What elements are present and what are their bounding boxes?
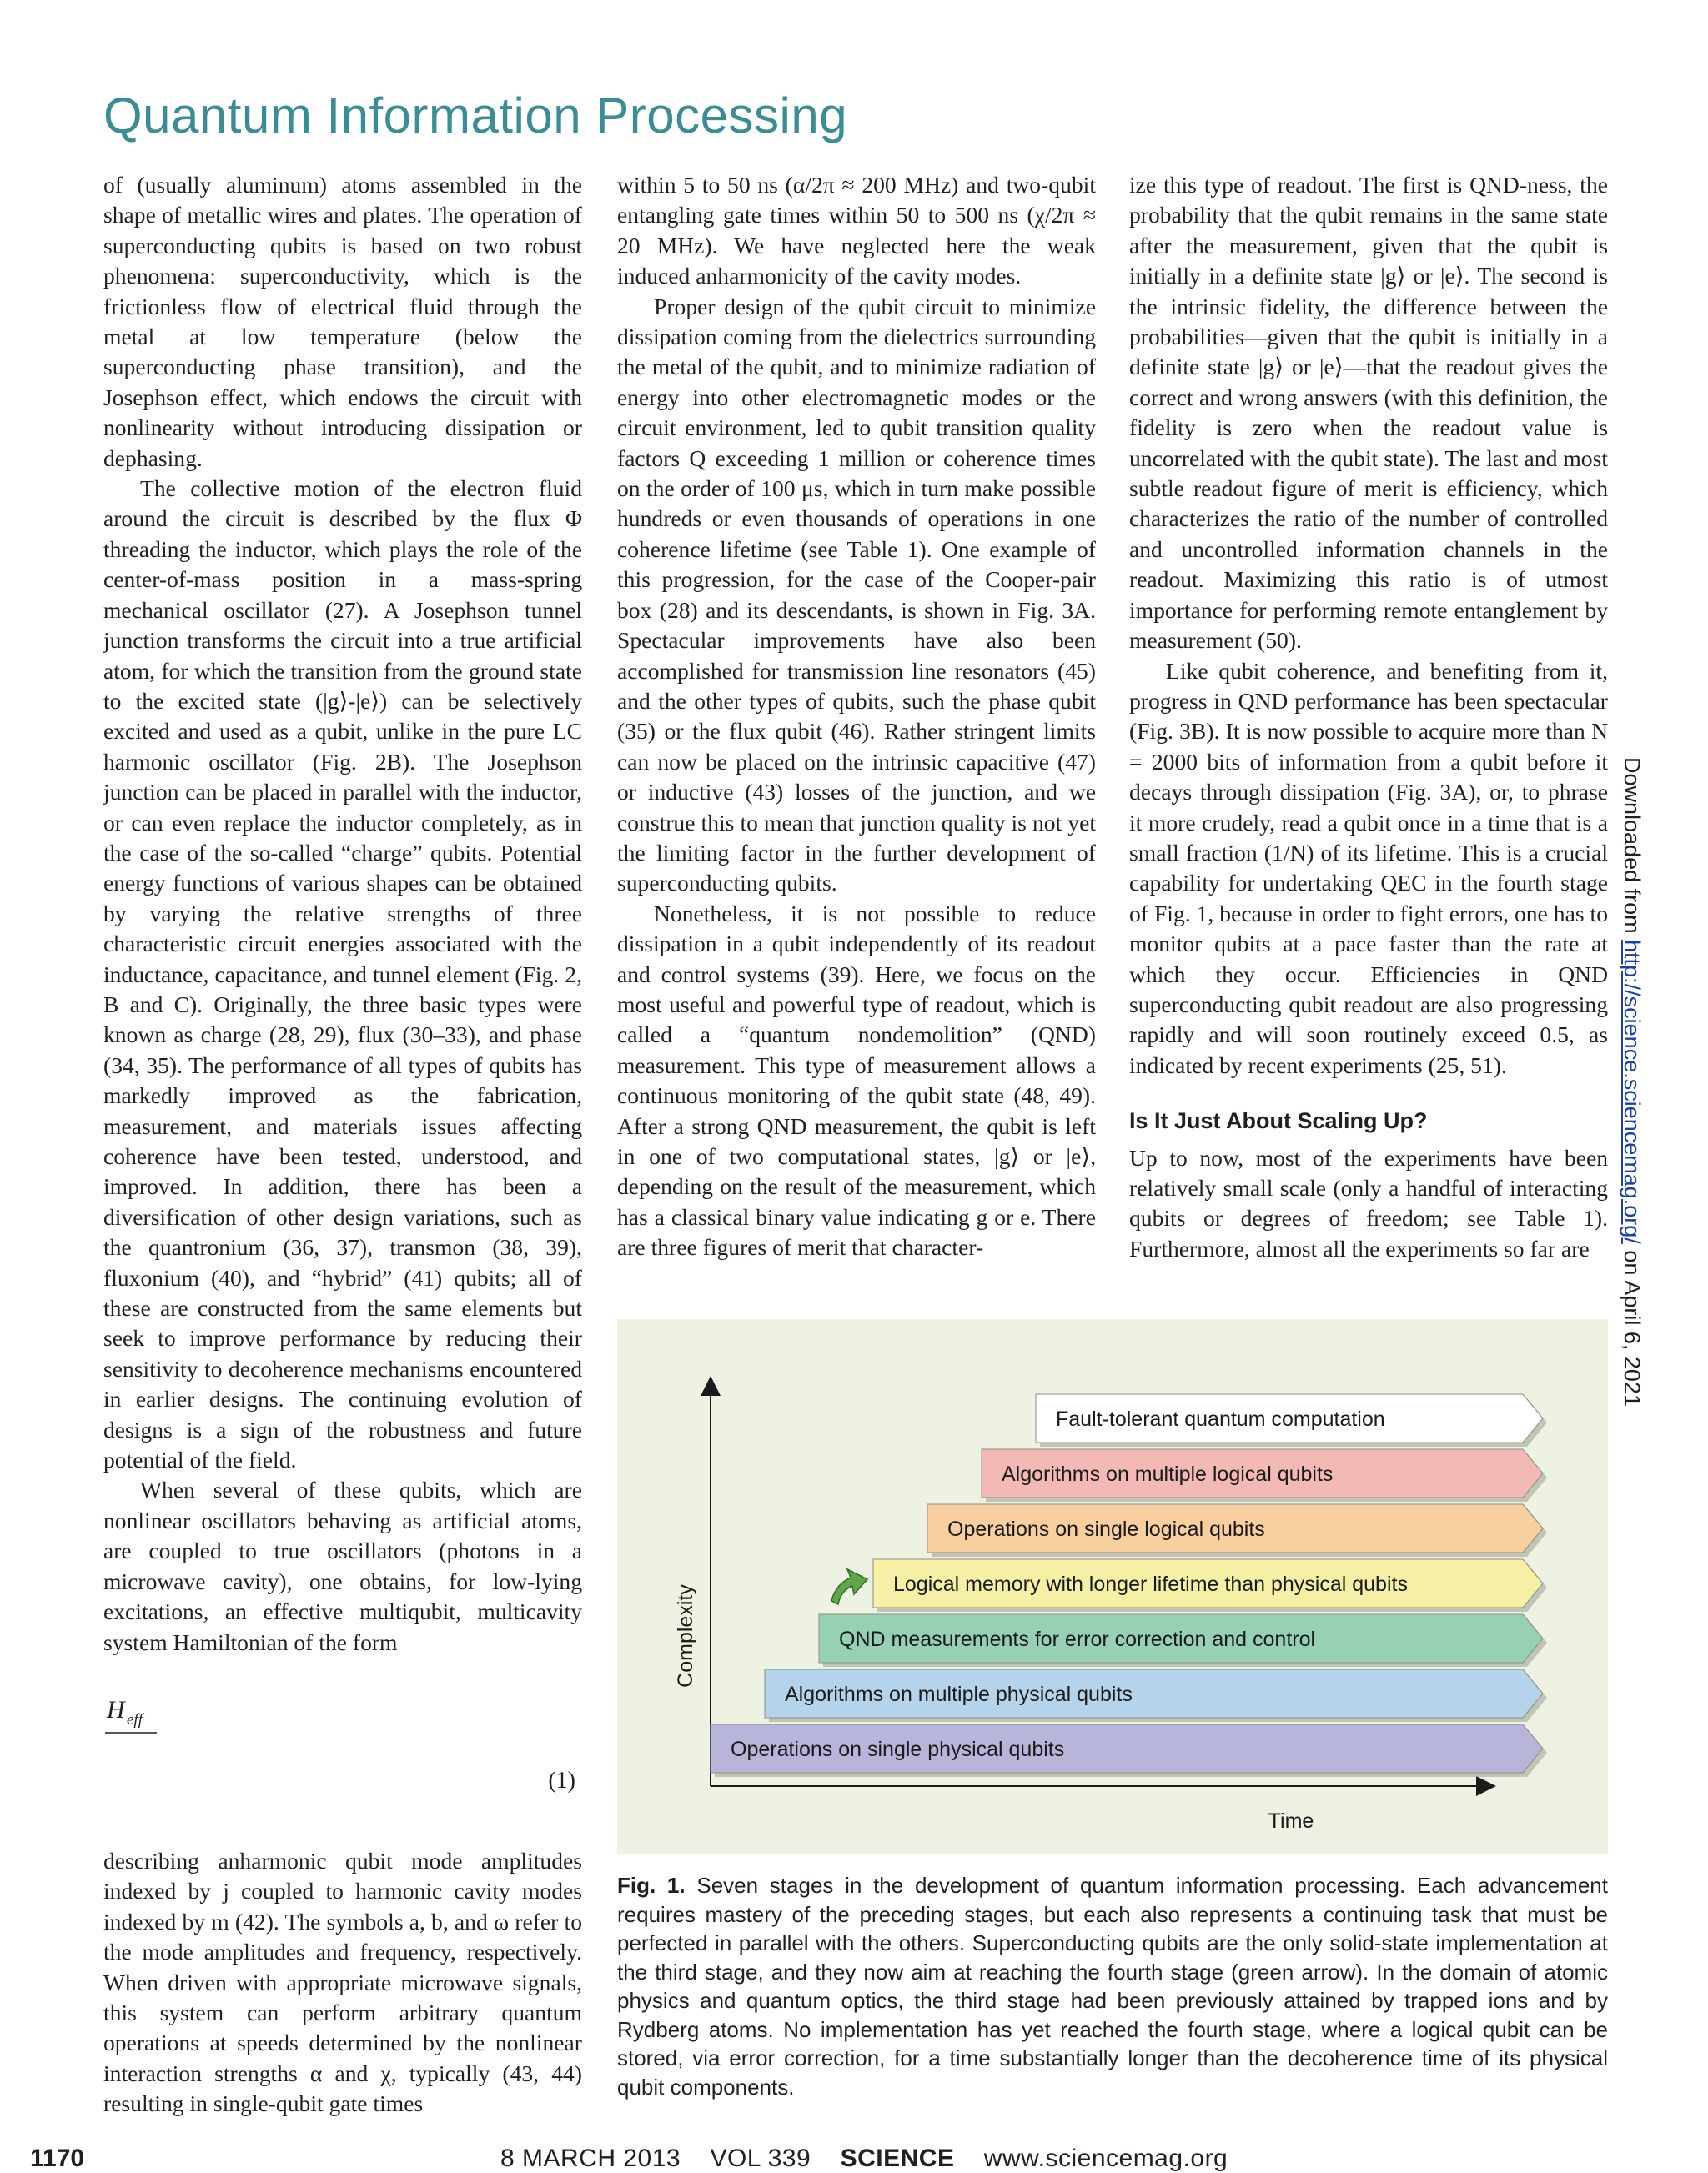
green-arrow-icon	[831, 1569, 867, 1604]
text-column-1	[103, 170, 582, 2120]
stage-label: Algorithms on multiple physical qubits	[785, 1683, 1133, 1706]
paragraph: Nonetheless, it is not possible to reduce dissipation in a qubit independently of its readout and control systems (39). Here, we focus on the most useful and powerful type of readout, which is called a “quantum nondemolition” (QND) measurement. This type of measurement allows a continuous monitoring of the qubit state (48, 49). After a strong QND measurement, the qubit is left in one of two computational states, |g⟩ or |e⟩, depending on the result of the measurement, which has a classical binary value indicating g or e. There are three figures of merit that character-	[617, 900, 1096, 1261]
svg-text:eff: eff	[127, 1710, 143, 1729]
caption-label: Fig. 1.	[617, 1873, 686, 1898]
download-link[interactable]: http://science.sciencemag.org/	[1620, 940, 1645, 1244]
section-heading: Is It Just About Scaling Up?	[1129, 1108, 1428, 1134]
paragraph: of (usually aluminum) atoms assembled in the shape of metallic wires and plates. The operation of superconducting qubits is based on two robust phenomena: superconductivity, which is the frictionless flow of electrical fluid through the metal at low temperature (below the superconducting phase transition), and the Josephson effect, which endows the circuit with nonlinearity without introducing dissipation or dephasing.	[103, 172, 582, 471]
stage-7	[1036, 1394, 1547, 1447]
caption-text: Seven stages in the development of quantum information processing. Each advancement requires mastery of the preceding stages, but each also represents a continuing task that must be perfected in parallel with the others. Superconducting qubits are the only solid-state implementation at the third stage, and they now aim at reaching the fourth stage (green arrow). In the domain of atomic physics and quantum optics, the third stage had been previously attained by trapped ions and by Rydberg atoms. No implementation has yet reached the fourth stage, where a logical qubit can be stored, via error correction, for a time substantially longer than the decoherence time of its physical qubit components.	[617, 1873, 1608, 2100]
svg-text:H: H	[107, 1695, 125, 1724]
stage-label: QND measurements for error correction and control	[839, 1628, 1316, 1651]
issue-volume: VOL 339	[710, 2145, 811, 2172]
section-title: Quantum Information Processing	[103, 88, 848, 143]
y-axis-label: Complexity	[674, 1584, 697, 1688]
stage-1	[711, 1724, 1547, 1777]
hamiltonian-equation	[103, 1674, 582, 1823]
paragraph: The collective motion of the electron fluid around the circuit is described by the flux Φ threading the inductor, which plays the role of the center-of-mass position in a mass-spring mechanical oscillator (27). A Josephson tunnel junction transforms the circuit into a true artificial atom, for which the transition from the ground state to the excited state (|g⟩-|e⟩) can be selectively excited and used as a qubit, unlike in the pure LC harmonic oscillator (Fig. 2B). The Josephson junction can be placed in parallel with the inductor, or can even replace the inductor completely, as in the case of the so-called “charge” qubits. Potential energy functions of various shapes can be obtained by varying the relative strengths of three characteristic circuit energies associated with the inductance, capacitance, and tunnel element (Fig. 2, B and C). Originally, the three basic types were known as charge (28, 29), flux (30–33), and phase (34, 35). The performance of all types of qubits has markedly improved as the fabrication, measurement, and materials issues affecting coherence have been tested, understood, and improved. In addition, there has been a diversification of other design variations, such as the quantronium (36, 37), transmon (38, 39), fluxonium (40), and “hybrid” (41) qubits; all of these are constructed from the same elements but seek to improve performance by reducing their sensitivity to decoherence mechanisms encountered in earlier designs. The continuing evolution of designs is a sign of the robustness and future potential of the field.	[103, 475, 582, 1473]
download-prefix: Downloaded from	[1620, 757, 1645, 941]
issue-date: 8 MARCH 2013	[500, 2145, 681, 2172]
stage-5	[927, 1504, 1547, 1557]
journal-name: SCIENCE	[840, 2145, 955, 2172]
stage-label: Fault-tolerant quantum computation	[1056, 1408, 1385, 1431]
stage-4	[873, 1559, 1547, 1612]
stages-diagram	[617, 1319, 1608, 1854]
stage-label: Logical memory with longer lifetime than physical qubits	[893, 1573, 1408, 1596]
stage-2	[765, 1669, 1547, 1722]
paragraph: describing anharmonic qubit mode amplitudes indexed by j coupled to harmonic cavity modes indexed by m (42). The symbols a, b, and ω refer to the mode amplitudes and frequency, respectively. When driven with appropriate microwave signals, this system can perform arbitrary quantum operations at speeds determined by the nonlinear interaction strengths α and χ, typically (43, 44) resulting in single-qubit gate times	[103, 1847, 582, 2117]
journal-website: www.sciencemag.org	[983, 2145, 1228, 2172]
stage-6	[982, 1449, 1547, 1502]
stage-group	[711, 1394, 1547, 1777]
x-axis-label: Time	[1268, 1809, 1314, 1833]
page-number: 1170	[30, 2145, 85, 2172]
issue-line	[500, 2145, 1228, 2173]
text-column-3	[1129, 170, 1608, 1264]
stage-3	[819, 1614, 1547, 1667]
stage-label: Algorithms on multiple logical qubits	[1002, 1463, 1334, 1486]
text-column-2	[617, 170, 1096, 1263]
equation-number: (1)	[548, 1767, 575, 1794]
download-suffix: on April 6, 2021	[1620, 1243, 1645, 1407]
paragraph: ize this type of readout. The first is QND-ness, the probability that the qubit remains in the same state after the measurement, given that the qubit is initially in a definite state |g⟩ or |e⟩. The second is the intrinsic fidelity, the difference between the probabilities—given that the qubit is initially in a definite state |g⟩ or |e⟩—that the readout gives the correct and wrong answers (with this definition, the fidelity is zero when the readout value is uncorrelated with the qubit state). The last and most subtle readout figure of merit is efficiency, which characterizes the ratio of the number of controlled and uncontrolled information channels in the readout. Maximizing this ratio is of utmost importance for performing remote entanglement by measurement (50).	[1129, 172, 1608, 654]
paragraph: Like qubit coherence, and benefiting from it, progress in QND performance has been spectacular (Fig. 3B). It is now possible to acquire more than N = 2000 bits of information from a qubit before it decays through dissipation (Fig. 3A), or, to phrase it more crudely, read a qubit once in a time that is a small fraction (1/N) of its lifetime. This is a crucial capability for undertaking QEC in the fourth stage of Fig. 1, because in order to fight errors, one has to monitor qubits at a pace faster than the rate at which they occur. Efficiencies in QND superconducting qubit readout are also progressing rapidly and will soon routinely exceed 0.5, as indicated by recent experiments (25, 51).	[1129, 657, 1608, 1078]
download-note	[1619, 757, 1645, 1407]
paragraph: When several of these qubits, which are nonlinear oscillators behaving as artificial atoms, are coupled to true oscillators (photons in a microwave cavity), one obtains, for low-lying excitations, an effective multiqubit, multicavity system Hamiltonian of the form	[103, 1477, 582, 1655]
stage-label: Operations on single logical qubits	[947, 1518, 1265, 1541]
equation-graphic	[103, 1674, 582, 1823]
paragraph: Proper design of the qubit circuit to minimize dissipation coming from the dielectrics surrounding the metal of the qubit, and to minimize radiation of energy into other electromagnetic modes or the circuit environment, led to qubit transition quality factors Q exceeding 1 million or coherence times on the order of 100 μs, which in turn make possible hundreds or even thousands of operations in one coherence lifetime (see Table 1). One example of this progression, for the case of the Cooper-pair box (28) and its descendants, is shown in Fig. 3A. Spectacular improvements have also been accomplished for transmission line resonators (45) and the other types of qubits, such the phase qubit (35) or the flux qubit (46). Rather stringent limits can now be placed on the intrinsic capacitive (47) or inductive (43) losses of the junction, and we construe this to mean that junction quality is not yet the limiting factor in the further development of superconducting qubits.	[617, 293, 1096, 896]
paragraph: Up to now, most of the experiments have been relatively small scale (only a handful of interacting qubits or degrees of freedom; see Table 1). Furthermore, almost all the experiments so far are	[1129, 1144, 1608, 1262]
stage-label: Operations on single physical qubits	[731, 1738, 1065, 1761]
paragraph: within 5 to 50 ns (α/2π ≈ 200 MHz) and two-qubit entangling gate times within 50 to 500 ns (χ/2π ≈ 20 MHz). We have neglected here the weak induced anharmonicity of the cavity modes.	[617, 172, 1096, 289]
figure-caption	[617, 1871, 1608, 2101]
figure-1	[617, 1319, 1608, 1854]
